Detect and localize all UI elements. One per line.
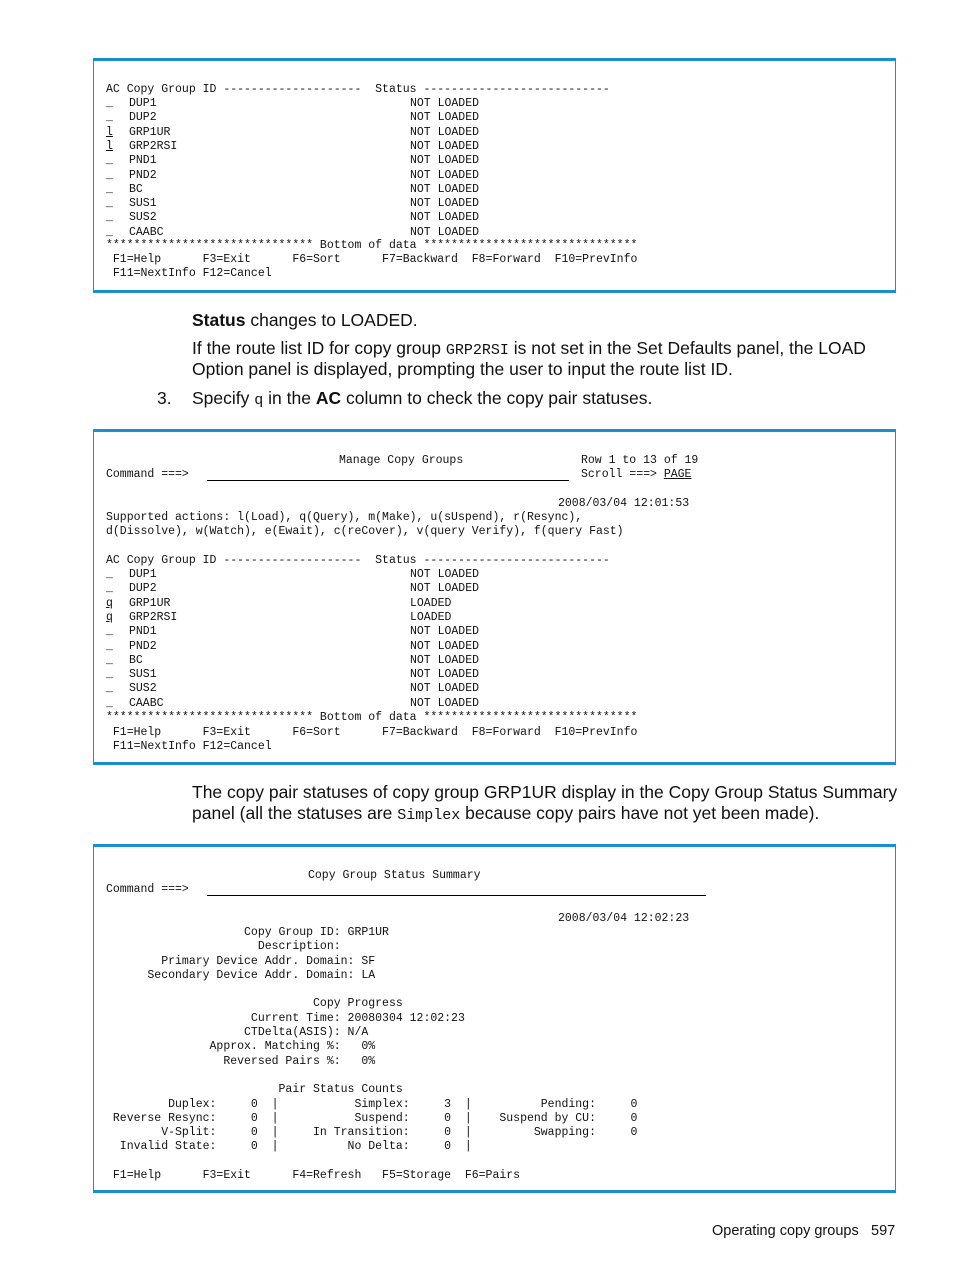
copy-group-status: NOT LOADED [410,97,480,110]
function-keys-2: F11=NextInfo F12=Cancel [106,267,272,280]
function-keys: F1=Help F3=Exit F6=Sort F7=Backward F8=Forward F10=PrevInfo [106,253,638,266]
copy-group-id: SUS1 [129,197,157,211]
copy-group-status: NOT LOADED [410,625,480,639]
copy-group-id: GRP1UR [129,596,171,610]
action-code-field[interactable]: _ [106,653,113,667]
copy-group-id: CAABC [129,696,164,710]
copy-group-status: NOT LOADED [410,582,480,596]
footer-section: Operating copy groups [712,1223,859,1239]
command-input[interactable] [207,895,706,896]
action-code-field[interactable]: _ [106,639,113,653]
command-input[interactable] [207,480,569,481]
copy-group-status: NOT LOADED [410,154,480,168]
timestamp: 2008/03/04 12:01:53 [558,497,690,510]
action-code-field[interactable]: _ [106,168,113,182]
copy-group-status: NOT LOADED [410,168,480,182]
copy-group-status: NOT LOADED [410,182,480,196]
copy-group-status: NOT LOADED [410,682,480,696]
supported-actions-2: d(Dissolve), w(Watch), e(Ewait), c(reCover), v(query Verify), f(query Fast) [106,525,624,538]
copy-group-status: NOT LOADED [410,568,480,581]
action-code-field[interactable]: _ [106,625,113,639]
group-info-line: Copy Group ID: GRP1UR [106,926,389,939]
bottom-of-data: ****************************** Bottom of data ******************************* [106,711,638,724]
panel-title: Copy Group Status Summary [308,869,481,882]
copy-group-status: NOT LOADED [410,225,480,239]
copy-group-status: NOT LOADED [410,139,480,153]
copy-group-status: LOADED [410,610,452,624]
step-3-text: Specify q in the AC column to check the copy pair statuses. [192,388,653,409]
copy-group-status: NOT LOADED [410,653,480,667]
copy-group-id: GRP2RSI [129,139,178,153]
action-code-field[interactable]: _ [106,568,113,581]
copy-group-status: NOT LOADED [410,639,480,653]
copy-group-id: DUP2 [129,582,157,596]
action-code-field[interactable]: _ [106,211,113,225]
summary-note-2: panel (all the statuses are Simplex because copy pairs have not yet been made). [192,803,820,824]
copy-group-status: NOT LOADED [410,125,480,139]
copy-group-status: NOT LOADED [410,668,480,682]
panel-title: Manage Copy Groups [339,454,464,467]
manage-copy-groups-screen [93,429,896,765]
copy-group-id: PND2 [129,639,157,653]
copy-group-status-summary-screen [93,844,896,1193]
action-code-field[interactable]: _ [106,582,113,596]
copy-group-status: NOT LOADED [410,197,480,211]
route-list-note: If the route list ID for copy group GRP2RSI is not set in the Set Defaults panel, the LOAD [192,338,866,359]
action-code-field[interactable]: _ [106,225,113,239]
step-number: 3. [157,388,172,408]
copy-group-id: PND1 [129,154,157,168]
copy-group-id: PND1 [129,625,157,639]
action-code-field[interactable]: l [106,125,113,139]
copy-group-status: NOT LOADED [410,111,480,125]
copy-progress-line: CTDelta(ASIS): N/A [106,1026,369,1039]
command-label: Command ===> [106,883,189,896]
copy-group-status: NOT LOADED [410,696,480,710]
action-code-field[interactable]: _ [106,696,113,710]
function-keys: F1=Help F3=Exit F4=Refresh F5=Storage F6=Pairs [106,1169,521,1182]
pair-status-row: V-Split: 0 | In Transition: 0 | Swapping: 0 [106,1126,638,1139]
route-list-note-2: Option panel is displayed, prompting the user to input the route list ID. [192,359,733,379]
action-code-field[interactable]: _ [106,682,113,696]
group-info-line: Description: [106,940,341,953]
group-info-line: Secondary Device Addr. Domain: LA [106,969,376,982]
copy-progress-line: Current Time: 20080304 12:02:23 [106,1012,465,1025]
copy-group-id: SUS2 [129,211,157,225]
action-code-field[interactable]: _ [106,182,113,196]
scroll-field[interactable]: Scroll ===> PAGE [581,468,692,481]
copy-group-id: CAABC [129,225,164,239]
page-number: 597 [871,1223,896,1239]
command-label: Command ===> [106,468,189,481]
copy-group-id: GRP1UR [129,125,171,139]
copy-group-status: NOT LOADED [410,211,480,225]
copy-progress-line: Copy Progress [106,997,403,1010]
copy-progress-line: Reversed Pairs %: 0% [106,1055,376,1068]
copy-group-id: BC [129,182,143,196]
load-copy-groups-screen [93,58,896,293]
copy-progress-line: Approx. Matching %: 0% [106,1040,376,1053]
pair-status-row: Invalid State: 0 | No Delta: 0 | [106,1140,472,1153]
column-header: AC Copy Group ID -------------------- Status --------------------------- [106,554,610,567]
action-code-field[interactable]: q [106,596,113,610]
copy-group-id: DUP1 [129,568,157,581]
copy-group-id: SUS1 [129,668,157,682]
action-code-field[interactable]: _ [106,197,113,211]
summary-note: The copy pair statuses of copy group GRP1UR display in the Copy Group Status Summary [192,782,898,802]
supported-actions: Supported actions: l(Load), q(Query), m(Make), u(sUspend), r(Resync), [106,511,583,524]
row-info: Row 1 to 13 of 19 [581,454,699,467]
pair-status-row: Reverse Resync: 0 | Suspend: 0 | Suspend by CU: 0 [106,1112,638,1125]
pair-status-counts-title: Pair Status Counts [106,1083,403,1096]
copy-group-id: GRP2RSI [129,610,178,624]
pair-status-row: Duplex: 0 | Simplex: 3 | Pending: 0 [106,1098,638,1111]
copy-group-id: PND2 [129,168,157,182]
action-code-field[interactable]: _ [106,154,113,168]
action-code-field[interactable]: q [106,610,113,624]
action-code-field[interactable]: _ [106,668,113,682]
group-info-line: Primary Device Addr. Domain: SF [106,955,376,968]
copy-group-id: DUP2 [129,111,157,125]
copy-group-id: SUS2 [129,682,157,696]
timestamp: 2008/03/04 12:02:23 [558,912,690,925]
action-code-field[interactable]: _ [106,97,113,110]
function-keys: F1=Help F3=Exit F6=Sort F7=Backward F8=Forward F10=PrevInfo [106,726,638,739]
column-header: AC Copy Group ID -------------------- Status --------------------------- [106,83,610,96]
status-note: Status changes to LOADED. [192,310,418,330]
action-code-field[interactable]: l [106,139,113,153]
copy-group-status: LOADED [410,596,452,610]
action-code-field[interactable]: _ [106,111,113,125]
bottom-of-data: ****************************** Bottom of data ******************************* [106,239,638,252]
copy-group-id: BC [129,653,143,667]
copy-group-id: DUP1 [129,97,157,110]
function-keys-2: F11=NextInfo F12=Cancel [106,740,272,753]
